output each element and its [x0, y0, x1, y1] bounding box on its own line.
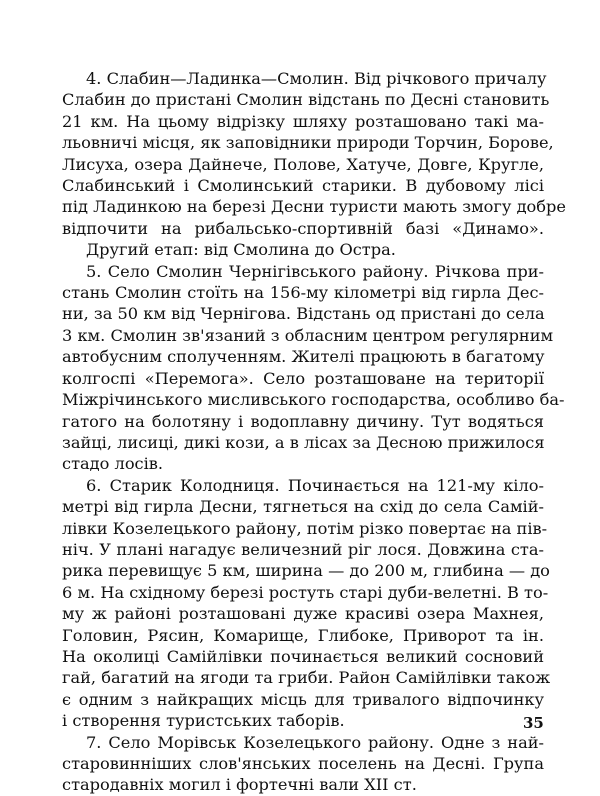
text-line: лівки Козелецького району, потім різко повертає на пів-: [62, 518, 548, 538]
text-line: 6 м. На східному березі ростуть старі дуби-велетні. В то-: [62, 582, 549, 602]
text-line: Лисуха, озера Дайнече, Полове, Хатуче, Довге, Кругле,: [62, 154, 544, 174]
text-line: є одним з найкращих місць для тривалого відпочинку: [62, 689, 544, 709]
text-line: ніч. У плані нагадує величезний ріг лося. Довжина ста-: [62, 539, 544, 559]
text-line: стань Смолин стоїть на 156-му кілометрі від гирла Дес-: [62, 283, 544, 303]
text-line: колгоспі «Перемога». Село розташоване на території: [62, 368, 544, 388]
paragraph-route-slabyn-smolyn: [62, 68, 566, 261]
paragraph-morivsk-village: [62, 732, 544, 796]
text-line: гатого на болотяну і водоплавну дичину. Тут водяться: [62, 411, 544, 431]
text-line: гай, багатий на ягоди та гриби. Район Самійлівки також: [62, 668, 551, 688]
text-line: Слабин до пристані Смолин відстань по Десні становить: [62, 90, 550, 110]
text-line: 5. Село Смолин Чернігівського району. Річкова при-: [86, 261, 544, 281]
text-line: 6. Старик Колодниця. Починається на 121-му кіло-: [86, 475, 544, 495]
text-line: зайці, лисиці, дикі кози, а в лісах за Десною прижилося: [62, 432, 545, 452]
text-line: під Ладинкою на березі Десни туристи мають змогу добре: [62, 197, 566, 217]
paragraph-kolodnytsia-oxbow: [62, 475, 551, 732]
text-line: Слабинський і Смолинський старики. В дубовому лісі: [62, 176, 544, 196]
text-line: 7. Село Морівськ Козелецького району. Одне з най-: [86, 732, 544, 752]
text-line: 3 км. Смолин зв'язаний з обласним центром регулярним: [62, 325, 554, 345]
text-line: 4. Слабин—Ладинка—Смолин. Від річкового причалу: [86, 69, 547, 88]
text-line: і створення туристських таборів.: [62, 711, 345, 731]
text-line: Головин, Рясин, Комарище, Глибоке, Приворот та ін.: [62, 625, 544, 645]
text-line: старовинніших слов'янських поселень на Десні. Група: [62, 754, 544, 773]
page-number: 35: [523, 714, 544, 732]
text-line: му ж районі розташовані дуже красиві озера Махнея,: [62, 604, 544, 624]
text-line: відпочити на рибальсько-спортивній базі «Динамо».: [62, 218, 544, 238]
text-line: метрі від гирла Десни, тягнеться на схід до села Самій-: [62, 497, 544, 517]
body-text: [62, 68, 566, 796]
text-line: ни, за 50 км від Чернігова. Відстань од пристані до села: [62, 304, 545, 324]
text-line: На околиці Самійлівки починається великий сосновий: [62, 646, 544, 666]
text-line: стародавніх могил і фортечні вали XII ст.: [62, 775, 417, 795]
text-line: льовничі місця, як заповідники природи Торчин, Борове,: [62, 133, 554, 153]
text-line: рика перевищує 5 км, ширина — до 200 м, глибина — до: [62, 561, 550, 581]
text-line: автобусним сполученням. Жителі працюють в багатому: [62, 347, 545, 367]
paragraph-smolyn-village: [62, 261, 565, 475]
text-line: 21 км. На цьому відрізку шляху розташовано такі ма-: [62, 111, 544, 131]
text-line: стадо лосів.: [62, 454, 164, 474]
text-line: Міжрічинського мисливського господарства, особливо ба-: [62, 390, 565, 410]
text-line: Другий етап: від Смолина до Остра.: [86, 240, 396, 260]
